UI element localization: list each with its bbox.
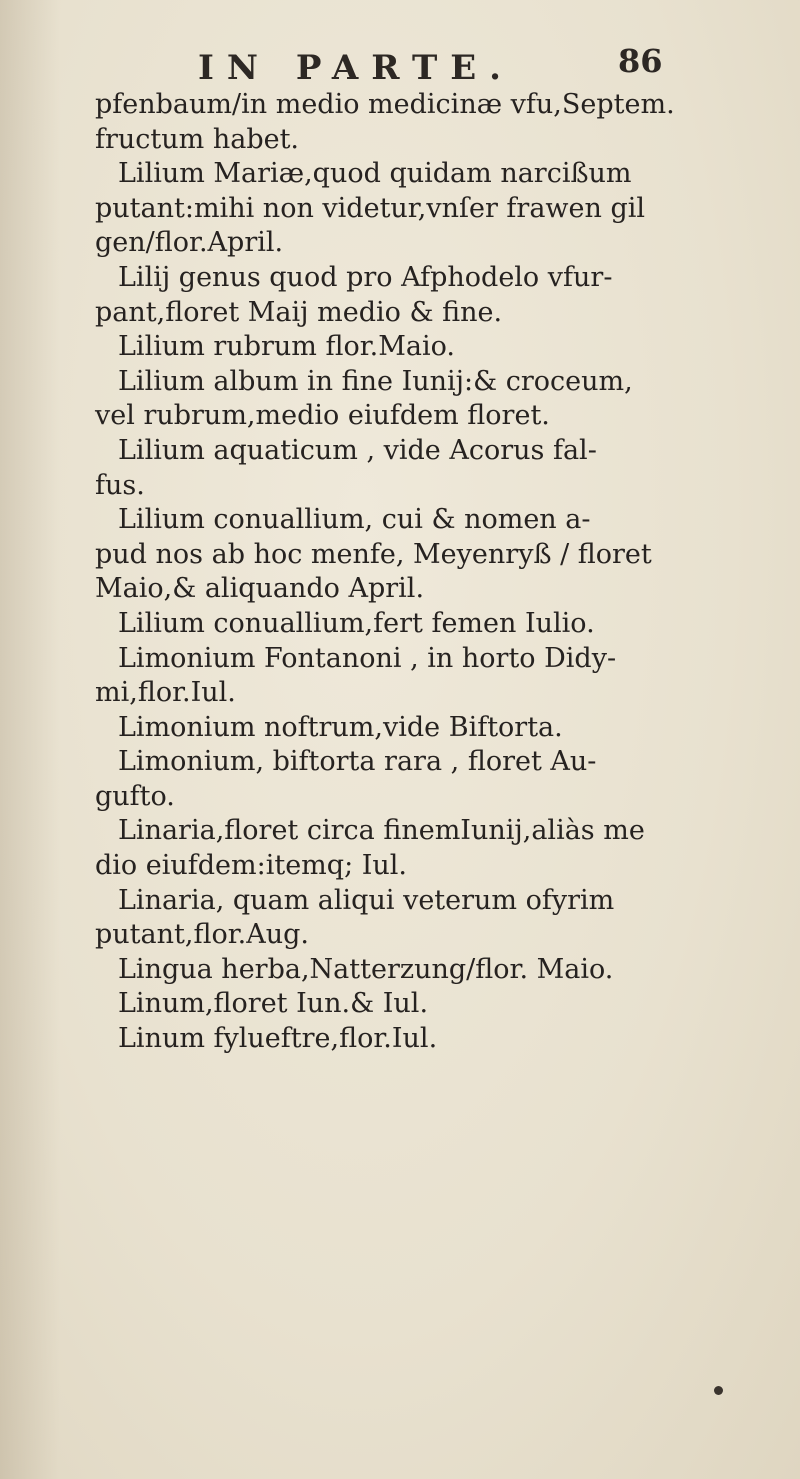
text-line: Lilium album in fine Iunij:& croceum, bbox=[118, 365, 633, 397]
text-line: Lilium conuallium,fert femen Iulio. bbox=[118, 607, 595, 639]
text-line: Lilium rubrum flor.Maio. bbox=[118, 331, 455, 363]
text-line: dio eiufdem:itemq; Iul. bbox=[95, 850, 408, 882]
text-line: Limonium noftrum,vide Biftorta. bbox=[118, 711, 563, 743]
text-line: Lilium conuallium, cui & nomen a- bbox=[118, 504, 591, 536]
text-line: putant:mihi non videtur,vnſer frawen gil bbox=[95, 192, 646, 224]
text-line: Linaria,floret circa finemIunij,aliàs me bbox=[118, 815, 645, 847]
text-line: gufto. bbox=[95, 780, 175, 812]
text-line: fus. bbox=[95, 469, 145, 501]
text-line: mi,flor.Iul. bbox=[95, 677, 236, 709]
text-line: Limonium, biftorta rara , floret Au- bbox=[118, 746, 597, 778]
text-line: Linaria, quam aliqui veterum ofyrim bbox=[118, 884, 615, 916]
text-line: pud nos ab hoc menfe, Meyenryß / floret bbox=[95, 538, 652, 570]
text-line: Lingua herba,Natterzung/flor. Maio. bbox=[118, 953, 614, 985]
running-head: IN PARTE. bbox=[198, 48, 515, 88]
text-line: putant,flor.Aug. bbox=[95, 919, 309, 951]
text-line: pfenbaum/in medio medicinæ vfu,Septem. bbox=[95, 89, 675, 120]
page-header bbox=[0, 40, 800, 90]
text-line: vel rubrum,medio eiufdem floret. bbox=[95, 400, 550, 432]
body-text bbox=[0, 88, 800, 1057]
text-line: Linum,floret Iun.& Iul. bbox=[118, 988, 429, 1020]
text-line: Linum fylueftre,flor.Iul. bbox=[118, 1023, 438, 1055]
text-line: Limonium Fontanoni , in horto Didy- bbox=[118, 642, 617, 674]
text-line: gen/flor.April. bbox=[95, 227, 284, 259]
text-line: Lilium aquaticum , vide Acorus fal- bbox=[118, 434, 597, 466]
text-line: Lilij genus quod pro Afphodelo vfur- bbox=[118, 261, 613, 293]
ink-spot-icon bbox=[714, 1386, 723, 1395]
text-line: pant,floret Maij medio & fine. bbox=[95, 296, 503, 328]
text-line: Lilium Mariæ,quod quidam narcißum bbox=[118, 158, 632, 190]
text-line: fructum habet. bbox=[95, 123, 300, 155]
text-line: Maio,& aliquando April. bbox=[95, 573, 425, 605]
page-number: 86 bbox=[618, 42, 663, 80]
